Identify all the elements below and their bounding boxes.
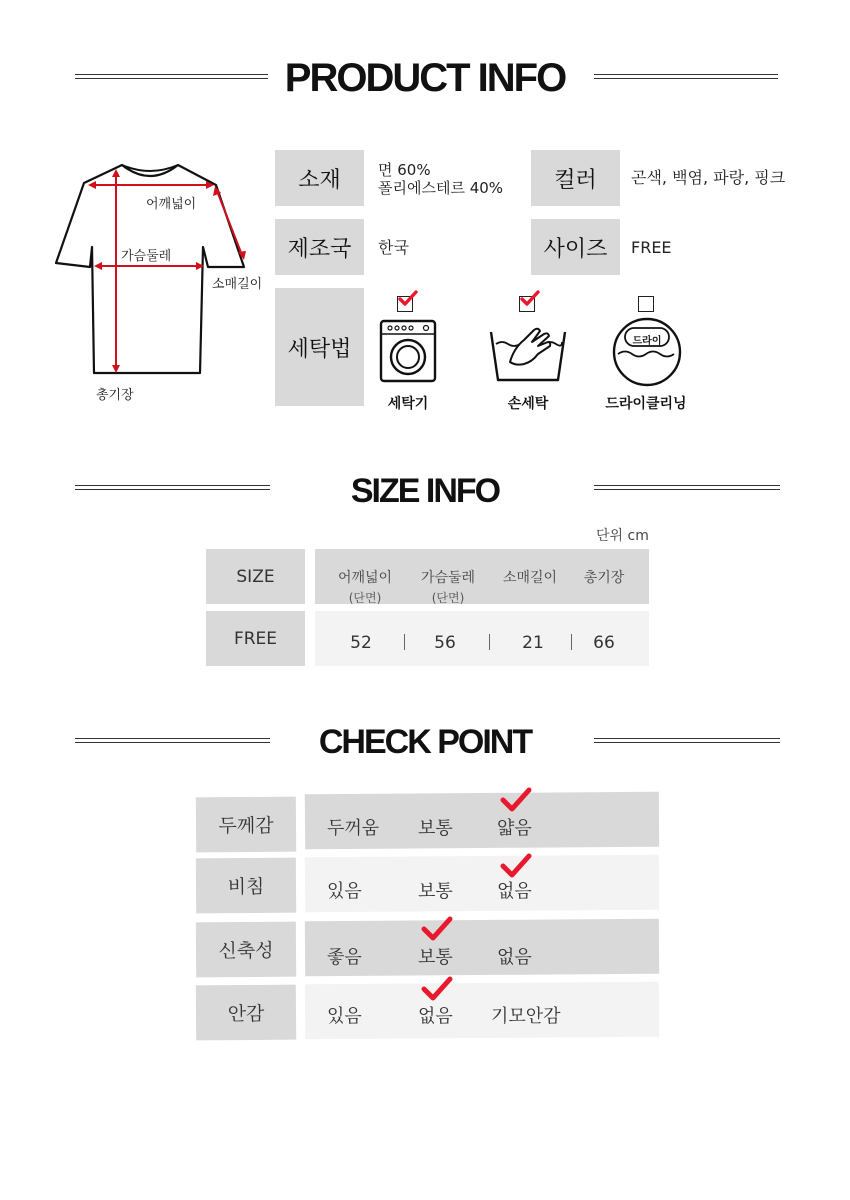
checkmark-icon: [398, 290, 418, 308]
origin-value: 한국: [378, 238, 409, 257]
checkmark-icon: [500, 853, 532, 879]
lining-option-2[interactable]: 없음: [418, 1006, 453, 1027]
thickness-option-3[interactable]: 얇음: [497, 818, 532, 839]
checkmark-icon: [421, 976, 453, 1002]
dry-clean-icon: [611, 316, 683, 388]
measure-label-chest: 가슴둘레: [121, 249, 172, 264]
hand-wash-label: 손세탁: [507, 396, 549, 412]
material-label: 소재: [275, 150, 364, 206]
check-point-title: CHECK POINT: [318, 723, 532, 761]
size-free-cell: FREE: [206, 611, 305, 666]
col-length: [564, 567, 644, 587]
material-value-1: 면 60%: [378, 161, 431, 179]
divider: [571, 634, 572, 650]
value-shoulder: 52: [350, 633, 372, 653]
size-label: 사이즈: [531, 219, 620, 275]
measure-label-length: 총기장: [96, 388, 134, 403]
divider: [489, 634, 490, 650]
col-shoulder: [325, 567, 405, 606]
checkmark-icon: [421, 916, 453, 942]
lining-option-1[interactable]: 있음: [327, 1006, 362, 1027]
dry-clean-badge: 드라이: [632, 336, 662, 347]
elasticity-option-1[interactable]: 좋음: [327, 947, 362, 968]
material-value-2: 폴리에스테르 40%: [378, 179, 504, 197]
thickness-label: 두께감: [196, 797, 296, 853]
size-value: FREE: [631, 238, 672, 257]
col-chest-name: 가슴둘레: [420, 570, 476, 586]
material-value: [378, 161, 503, 197]
size-header-cell: SIZE: [206, 549, 305, 604]
col-chest-sub: (단면): [431, 591, 465, 605]
checkmark-icon: [500, 787, 532, 813]
wash-label: 세탁법: [275, 288, 364, 406]
checkmark-icon: [520, 290, 540, 308]
value-sleeve: 21: [522, 633, 544, 653]
dry-clean-label: 드라이클리닝: [605, 396, 687, 412]
color-value: 곤색, 백염, 파랑, 핑크: [631, 168, 786, 187]
lining-option-3[interactable]: 기모안감: [491, 1006, 561, 1027]
thickness-option-1[interactable]: 두꺼움: [327, 818, 380, 839]
origin-label: 제조국: [275, 219, 364, 275]
machine-wash-label: 세탁기: [387, 396, 429, 412]
col-sleeve: [490, 567, 570, 587]
elasticity-label: 신축성: [196, 922, 296, 978]
col-length-name: 총기장: [583, 570, 625, 586]
sheerness-option-2[interactable]: 보통: [418, 881, 453, 902]
measure-label-shoulder: 어깨넓이: [146, 197, 197, 212]
col-sleeve-name: 소매길이: [502, 570, 558, 586]
unit-label: 단위 cm: [596, 528, 649, 544]
divider: [404, 634, 405, 650]
value-length: 66: [593, 633, 615, 653]
col-shoulder-name: 어깨넓이: [337, 570, 393, 586]
color-label: 컬러: [531, 150, 620, 206]
lining-label: 안감: [196, 985, 296, 1041]
elasticity-option-3[interactable]: 없음: [497, 947, 532, 968]
elasticity-option-2[interactable]: 보통: [418, 947, 453, 968]
hand-wash-icon: [488, 318, 568, 384]
thickness-option-2[interactable]: 보통: [418, 818, 453, 839]
measure-label-sleeve: 소매길이: [212, 277, 263, 292]
product-info-title: PRODUCT INFO: [284, 56, 566, 100]
sheerness-label: 비침: [196, 858, 296, 914]
sheerness-option-1[interactable]: 있음: [327, 881, 362, 902]
value-chest: 56: [434, 633, 456, 653]
dry-clean-checkbox[interactable]: [638, 296, 654, 312]
col-shoulder-sub: (단면): [348, 591, 382, 605]
washing-machine-icon: [378, 318, 438, 384]
sheerness-option-3[interactable]: 없음: [497, 881, 532, 902]
col-chest: [408, 567, 488, 606]
size-info-title: SIZE INFO: [350, 472, 500, 510]
